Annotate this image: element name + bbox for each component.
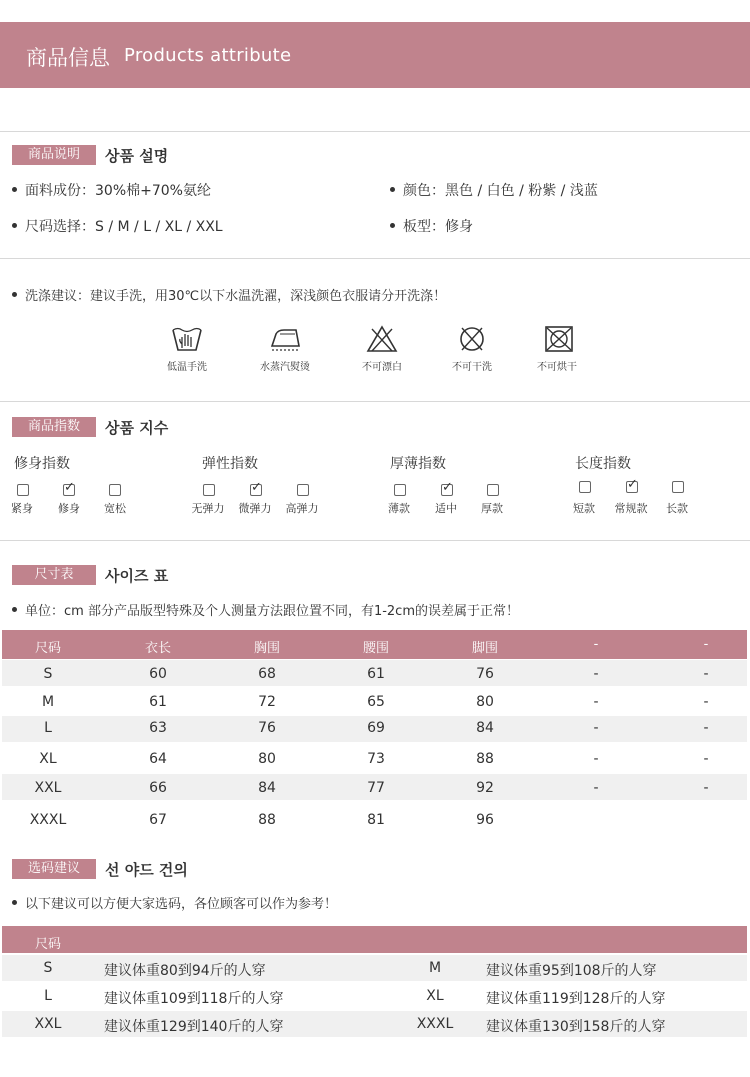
wash-label: 不可漂白 <box>362 362 402 373</box>
section-tag-product-desc: 商品说明 <box>12 145 96 165</box>
checkbox-slim[interactable]: ✓ <box>64 480 75 495</box>
no-bleach-icon <box>365 324 399 354</box>
checkbox-no-stretch[interactable] <box>203 484 215 496</box>
steam-iron-icon <box>268 324 302 354</box>
checkbox-loose[interactable] <box>109 484 121 496</box>
size-table-header-cell: 衣长 <box>144 641 171 656</box>
section-tag-index: 商品指数 <box>12 417 96 437</box>
size-table-cell: - <box>593 780 599 796</box>
size-options-info: 尺码选择：S / M / L / XL / XXL <box>12 216 223 236</box>
checkbox-medium[interactable]: ✓ <box>442 480 453 495</box>
wash-label: 水蒸汽熨烫 <box>260 362 310 373</box>
advice-cell: XL <box>426 988 444 1004</box>
advice-header-label: 尺码 <box>34 937 61 952</box>
size-table-header-cell: 脚围 <box>471 641 498 656</box>
section-tag-size-table: 尺寸表 <box>12 565 96 585</box>
size-table-cell: 73 <box>367 751 385 767</box>
index-option: 紧身 <box>11 502 33 515</box>
size-table-cell: M <box>41 694 55 710</box>
advice-note: 以下建议可以方便大家选码，各位顾客可以作为参考！ <box>12 893 337 912</box>
size-table-cell: 77 <box>367 780 385 796</box>
wash-label: 不可干洗 <box>452 362 492 373</box>
advice-table-header <box>2 926 747 953</box>
checkbox-short[interactable] <box>579 481 591 493</box>
size-table-cell: 76 <box>476 666 494 682</box>
size-table-cell: 96 <box>476 812 494 828</box>
no-tumble-dry-icon <box>542 324 576 354</box>
index-option: 微弹力 <box>238 502 272 515</box>
checkbox-thick[interactable] <box>487 484 499 496</box>
size-table-cell: 61 <box>149 694 167 710</box>
fabric-info: 面料成份：30%棉+70%氨纶 <box>12 180 211 200</box>
advice-cell: 建议体重129到140斤的人穿 <box>104 1019 284 1035</box>
color-info: 颜色：黑色 / 白色 / 粉紫 / 浅蓝 <box>390 180 598 200</box>
index-option: 宽松 <box>104 502 126 515</box>
index-title: 弹性指数 <box>202 456 258 472</box>
size-table-cell: 88 <box>258 812 276 828</box>
size-table-cell: - <box>703 694 709 710</box>
index-option: 常规款 <box>614 502 648 515</box>
fit-info: 板型：修身 <box>390 216 473 236</box>
size-table-cell: 63 <box>149 720 167 736</box>
section-title-kr: 사이즈 표 <box>105 567 169 585</box>
advice-cell: S <box>43 960 53 976</box>
size-table-cell: 69 <box>367 720 385 736</box>
banner-title-cn: 商品信息 <box>26 46 110 70</box>
index-title: 厚薄指数 <box>390 456 446 472</box>
size-table-cell: XXXL <box>29 812 67 828</box>
advice-cell: 建议体重119到128斤的人穿 <box>486 991 666 1007</box>
size-table-cell: 67 <box>149 812 167 828</box>
index-option: 短款 <box>573 502 595 515</box>
index-option: 修身 <box>58 502 80 515</box>
checkbox-thin[interactable] <box>394 484 406 496</box>
size-table-cell: 72 <box>258 694 276 710</box>
index-option: 厚款 <box>481 502 503 515</box>
checkbox-high-stretch[interactable] <box>297 484 309 496</box>
size-table-header-cell: - <box>703 637 709 652</box>
divider <box>0 540 750 541</box>
size-table-cell: 81 <box>367 812 385 828</box>
size-table-cell: 88 <box>476 751 494 767</box>
section-title-kr: 상품 지수 <box>105 419 169 437</box>
advice-cell: M <box>428 960 442 976</box>
size-table-cell: 66 <box>149 780 167 796</box>
size-table-cell: 65 <box>367 694 385 710</box>
size-table-cell: XXL <box>34 780 62 796</box>
size-table-cell: 80 <box>476 694 494 710</box>
size-table-cell: - <box>593 694 599 710</box>
advice-cell: XXXL <box>416 1016 454 1032</box>
size-table-cell: XL <box>39 751 57 767</box>
divider <box>0 131 750 132</box>
no-dry-clean-icon <box>455 324 489 354</box>
banner-title-en: Products attribute <box>124 45 292 66</box>
size-table-cell: - <box>703 751 709 767</box>
section-tag-size-advice: 选码建议 <box>12 859 96 879</box>
index-title: 修身指数 <box>14 456 70 472</box>
size-table-header-cell: - <box>593 637 599 652</box>
size-table-cell: 76 <box>258 720 276 736</box>
advice-cell: 建议体重80到94斤的人穿 <box>104 963 266 979</box>
advice-cell: 建议体重130到158斤的人穿 <box>486 1019 666 1035</box>
size-table-cell: 84 <box>258 780 276 796</box>
wash-advice: 洗涤建议：建议手洗，用30℃以下水温洗濯，深浅颜色衣服请分开洗涤！ <box>12 285 446 304</box>
index-option: 长款 <box>666 502 688 515</box>
size-table-cell: - <box>703 780 709 796</box>
size-table-header-cell: 尺码 <box>34 641 61 656</box>
size-table-cell: 60 <box>149 666 167 682</box>
hand-wash-icon <box>170 324 204 354</box>
size-table-cell: - <box>593 751 599 767</box>
size-table-cell: - <box>593 666 599 682</box>
wash-label: 低温手洗 <box>167 362 207 373</box>
size-table-header-cell: 腰围 <box>362 641 389 656</box>
checkbox-regular[interactable]: ✓ <box>627 477 638 492</box>
index-title: 长度指数 <box>575 456 631 472</box>
index-option: 薄款 <box>388 502 410 515</box>
size-table-cell: 68 <box>258 666 276 682</box>
section-title-kr: 선 야드 건의 <box>105 861 188 879</box>
size-note: 单位：cm 部分产品版型特殊及个人测量方法跟位置不同，有1-2cm的误差属于正常！ <box>12 600 519 619</box>
size-table-header-cell: 胸围 <box>253 641 280 656</box>
size-table-cell: - <box>703 720 709 736</box>
advice-cell: XXL <box>34 1016 62 1032</box>
advice-cell: 建议体重95到108斤的人穿 <box>486 963 657 979</box>
size-table-cell: - <box>703 666 709 682</box>
size-table-cell: S <box>43 666 53 682</box>
size-table-cell: 92 <box>476 780 494 796</box>
index-option: 适中 <box>435 502 457 515</box>
size-table-cell: 80 <box>258 751 276 767</box>
index-option: 高弹力 <box>285 502 319 515</box>
size-table-cell: 61 <box>367 666 385 682</box>
size-table-cell: L <box>44 720 52 736</box>
checkbox-tight[interactable] <box>17 484 29 496</box>
header-banner <box>0 22 750 88</box>
checkbox-slight-stretch[interactable]: ✓ <box>251 480 262 495</box>
divider <box>0 401 750 402</box>
section-title-kr: 상품 설명 <box>105 147 169 165</box>
size-table-cell: 64 <box>149 751 167 767</box>
divider <box>0 258 750 259</box>
checkbox-long[interactable] <box>672 481 684 493</box>
advice-cell: 建议体重109到118斤的人穿 <box>104 991 284 1007</box>
advice-cell: L <box>44 988 52 1004</box>
size-table-cell: 84 <box>476 720 494 736</box>
index-option: 无弹力 <box>191 502 225 515</box>
size-table-cell: - <box>593 720 599 736</box>
wash-label: 不可烘干 <box>537 362 577 373</box>
